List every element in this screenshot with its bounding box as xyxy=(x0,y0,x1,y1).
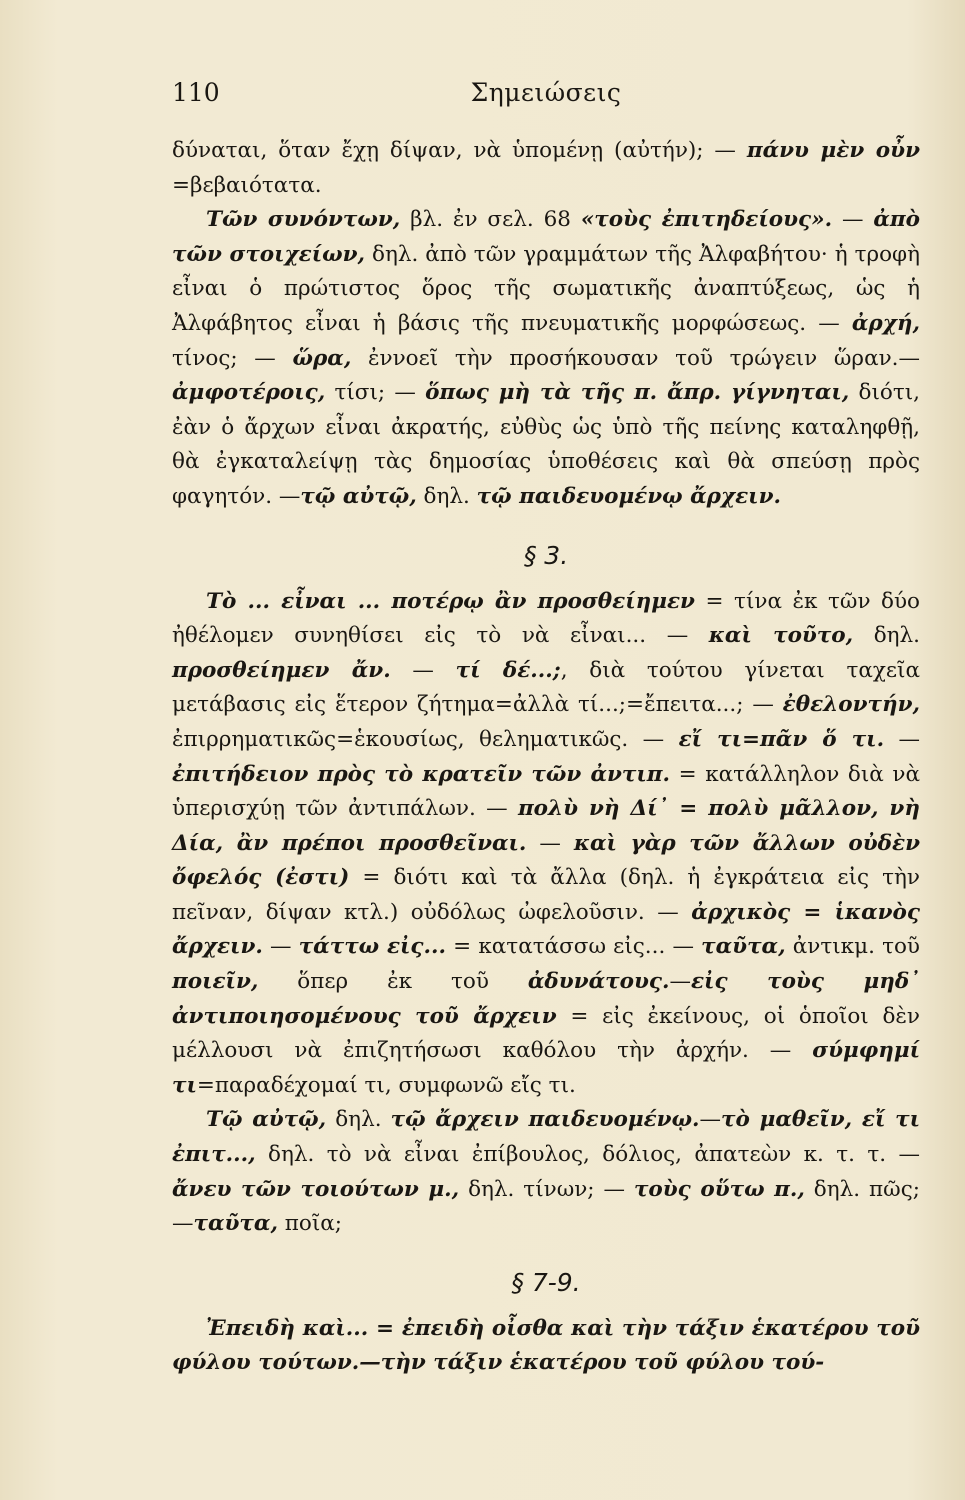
lemma-term: ἀμφοτέροις, xyxy=(172,380,326,406)
lemma-term: ταῦτα, xyxy=(193,1211,278,1237)
commentary-text: = διότι καὶ τὰ ἄλλα (δηλ. ἡ ἐγκράτεια εἰς τὴν πεῖναν, δίψαν κτλ.) οὐδόλως ὠφελοῦσιν. — xyxy=(172,865,920,925)
lemma-term: τῷ παιδευομένῳ ἄρχειν. xyxy=(476,483,781,509)
lemma-term: «τοὺς ἐπιτηδείους». xyxy=(580,207,833,233)
lemma-term: ὥρα, xyxy=(292,345,352,371)
lemma-term: τάττω εἰς... xyxy=(298,934,446,960)
lemma-term: καὶ γὰρ τῶν ἄλλων οὐδὲν ὄφελός (ἐστι) xyxy=(172,830,921,891)
lemma-term: Ἐπειδὴ καὶ... = ἐπειδὴ οἶσθα καὶ τὴν τάξιν ἑκατέρου τοῦ φύλου τούτων.—τὴν τάξιν ἑκατέρου τοῦ φύλου τού- xyxy=(172,1315,920,1376)
page-number: 110 xyxy=(172,78,220,107)
section-mark: § 3. xyxy=(523,540,569,570)
commentary-text: = κατατάσσω εἰς... — xyxy=(445,934,702,960)
commentary-text: — xyxy=(884,726,920,752)
commentary-text: = κατάλληλον διὰ νὰ ὑπερισχύῃ τῶν ἀντιπάλων. — xyxy=(172,761,920,822)
commentary-text: δηλ. xyxy=(416,483,477,509)
commentary-text: ἀντικμ. τοῦ xyxy=(785,934,920,960)
commentary-text: τίσι; — xyxy=(325,380,426,406)
commentary-text: — xyxy=(526,830,574,856)
commentary-text: , διὰ τούτου γίνεται ταχεῖα μετάβασις εἰς ἕτερον ζήτημα=ἀλλὰ τί...;=ἔπειτα...; — xyxy=(172,657,920,718)
notes-text xyxy=(172,134,920,1381)
lemma-term: ἀρχή, xyxy=(851,310,920,336)
commentary-text: — xyxy=(669,969,691,995)
commentary-text: τίνος; — xyxy=(172,345,293,371)
note-paragraph xyxy=(172,134,920,203)
commentary-text: — xyxy=(832,207,874,233)
note-paragraph xyxy=(172,585,920,1104)
commentary-text: =βεβαιότατα. xyxy=(172,172,322,198)
commentary-text: ποῖα; xyxy=(277,1211,343,1237)
commentary-text: διότι, ἐὰν ὁ ἄρχων εἶναι ἀκρατής, εὐθὺς ὡς ὑπὸ τῆς πείνης καταληφθῇ, θὰ ἐγκαταλείψῃ τὰς δημοσίας ὑποθέσεις καὶ θὰ σπεύσῃ πρὸς φαγητόν. — xyxy=(172,380,921,509)
commentary-text: — xyxy=(699,1107,722,1133)
lemma-term: ταῦτα, xyxy=(701,934,786,960)
commentary-text: =παραδέχομαί τι, συμφωνῶ εἴς τι. xyxy=(196,1072,576,1098)
lemma-term: καὶ τοῦτο, xyxy=(708,623,854,649)
lemma-term: πάνυ μὲν οὖν xyxy=(746,138,920,163)
commentary-text: βλ. ἐν σελ. 68 xyxy=(400,207,581,233)
commentary-text: δηλ. xyxy=(326,1107,391,1133)
commentary-text: ὅπερ ἐκ τοῦ xyxy=(258,969,528,995)
page-header xyxy=(172,78,920,114)
running-title: Σημειώσεις xyxy=(470,78,622,107)
lemma-term: ἀπὸ τῶν στοιχείων, xyxy=(172,207,920,267)
lemma-term: τῷ αὐτῷ, xyxy=(300,483,417,509)
note-paragraph xyxy=(172,203,920,514)
commentary-text: — xyxy=(262,934,299,960)
lemma-term: ἄνευ τῶν τοιούτων μ., xyxy=(172,1176,460,1202)
section-mark: § 7-9. xyxy=(511,1267,581,1297)
lemma-term: σύμφημί τι xyxy=(172,1038,920,1098)
commentary-text: δηλ. τὸ νὰ εἶναι ἐπίβουλος, δόλιος, ἀπατεὼν κ. τ. τ. — xyxy=(255,1142,920,1168)
commentary-text: ἐπιρρηματικῶς=ἑκουσίως, θεληματικῶς. — xyxy=(172,726,679,752)
commentary-text: = εἰς ἐκείνους, οἱ ὁποῖοι δὲν μέλλουσι νὰ ἐπιζητήσωσι καθόλου τὴν ἀρχήν. — xyxy=(172,1003,921,1064)
lemma-term: ἐθελοντήν, xyxy=(782,692,920,718)
lemma-term: προσθείημεν ἄν. xyxy=(172,657,391,683)
commentary-text: = τίνα ἐκ τῶν δύο ἠθέλομεν συνηθίσει εἰς τὸ νὰ εἶναι... — xyxy=(172,588,921,649)
lemma-term: τῷ ἄρχειν παιδευομένῳ. xyxy=(390,1107,700,1133)
commentary-text: — xyxy=(390,657,456,683)
note-paragraph xyxy=(172,1103,920,1241)
lemma-term: τί δέ...; xyxy=(455,657,561,683)
lemma-term: Τῶν συνόντων, xyxy=(206,207,401,233)
note-paragraph xyxy=(172,1312,920,1381)
commentary-text: δηλ. ἀπὸ τῶν γραμμάτων τῆς Ἀλφαβήτου· ἡ τροφὴ εἶναι ὁ πρώτιστος ὅρος τῆς σωματικῆς ἀναπτύξεως, ὡς ἡ Ἀλφάβητος εἶναι ἡ βάσις τῆς πνευματικῆς μορφώσεως. — xyxy=(172,241,920,336)
lemma-term: εἴ τι=πᾶν ὅ τι. xyxy=(678,726,885,752)
lemma-term: τὸ μαθεῖν, εἴ τι ἐπιτ..., xyxy=(172,1107,920,1168)
commentary-text: δηλ. τίνων; — xyxy=(459,1176,634,1202)
lemma-term: ἐπιτήδειον πρὸς τὸ κρατεῖν τῶν ἀντιπ. xyxy=(172,761,671,787)
lemma-term: ποιεῖν, xyxy=(172,969,259,995)
commentary-text: ἐννοεῖ τὴν προσήκουσαν τοῦ τρώγειν ὥραν.— xyxy=(351,345,920,371)
lemma-term: ἀδυνάτους. xyxy=(527,969,670,995)
commentary-text: δηλ. xyxy=(853,623,921,649)
lemma-term: πολὺ νὴ Δί᾽ = πολὺ μᾶλλον, νὴ Δία, ἂν πρέποι προσθεῖναι. xyxy=(172,796,920,856)
lemma-term: Τὸ ... εἶναι ... ποτέρῳ ἂν προσθείημεν xyxy=(206,588,695,614)
lemma-term: τοὺς οὕτω π., xyxy=(633,1176,805,1202)
lemma-term: Τῷ αὐτῷ, xyxy=(206,1107,327,1133)
lemma-term: ἀρχικὸς = ἱκανὸς ἄρχειν. xyxy=(172,899,920,960)
commentary-text: δύναται, ὅταν ἔχῃ δίψαν, νὰ ὑπομένῃ (αὐτήν); — xyxy=(172,138,747,163)
commentary-text: δηλ. πῶς; — xyxy=(172,1176,920,1237)
lemma-term: ὅπως μὴ τὰ τῆς π. ἄπρ. γίγνηται, xyxy=(425,380,850,406)
lemma-term: εἰς τοὺς μηδ᾽ ἀντιποιησομένους τοῦ ἄρχειν xyxy=(172,969,921,1029)
